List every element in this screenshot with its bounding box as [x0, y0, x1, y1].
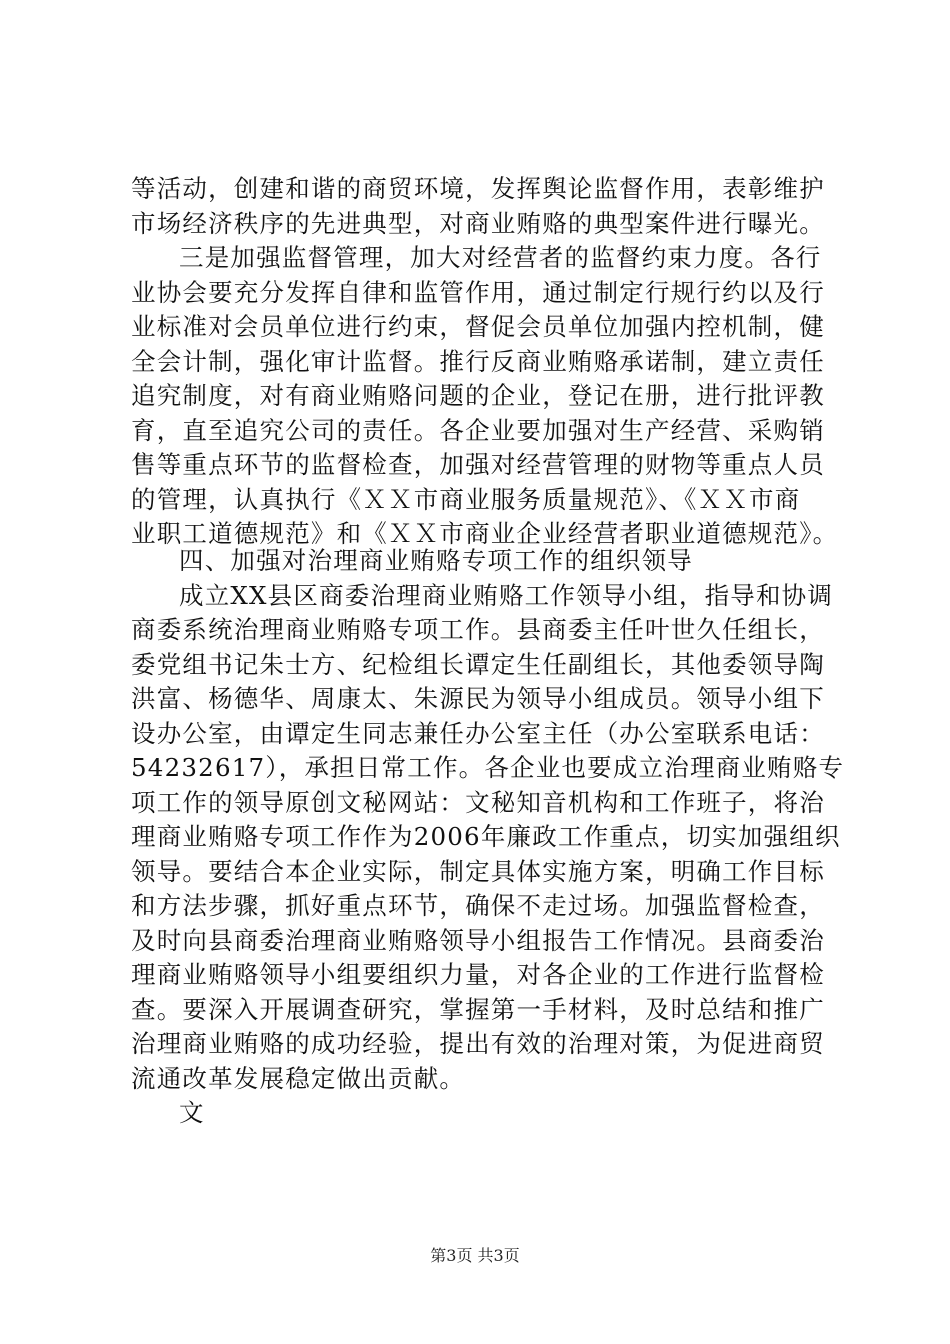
- text-line: 成立XX县区商委治理商业贿赂工作领导小组，指导和协调: [179, 580, 834, 610]
- text-line: 理商业贿赂领导小组要组织力量，对各企业的工作进行监督检: [131, 960, 825, 989]
- text-line: 及时向县商委治理商业贿赂领导小组报告工作情况。县商委治: [131, 925, 825, 955]
- text-line: 洪富、杨德华、周康太、朱源民为领导小组成员。领导小组下: [131, 684, 825, 713]
- text-line: 售等重点环节的监督检查，加强对经营管理的财物等重点人员: [131, 450, 825, 479]
- text-line: 流通改革发展稳定做出贡献。: [131, 1063, 466, 1093]
- text-line: 文: [179, 1098, 205, 1127]
- paragraph-block-1: [131, 172, 851, 552]
- text-line: 项工作的领导原创文秘网站：文秘知音机构和工作班子，将治: [131, 787, 825, 817]
- text-line: 商委系统治理商业贿赂专项工作。县商委主任叶世久任组长，: [131, 615, 825, 644]
- text-line: 54232617），承担日常工作。各企业也要成立治理商业贿赂专: [131, 753, 845, 782]
- page-footer: 第3页 共3页: [430, 1246, 520, 1265]
- text-line: 查。要深入开展调查研究，掌握第一手材料，及时总结和推广: [131, 994, 825, 1024]
- text-line: 委党组书记朱士方、纪检组长谭定生任副组长，其他委领导陶: [131, 649, 825, 679]
- section-heading: 四、加强对治理商业贿赂专项工作的组织领导: [179, 546, 693, 575]
- text-line: 业职工道德规范》和《ＸＸ市商业企业经营者职业道德规范》。: [131, 519, 839, 548]
- text-line: 设办公室，由谭定生同志兼任办公室主任（办公室联系电话：: [131, 718, 825, 748]
- text-line: 业协会要充分发挥自律和监管作用，通过制定行规行约以及行: [131, 277, 825, 307]
- text-line: 市场经济秩序的先进典型，对商业贿赂的典型案件进行曝光。: [131, 208, 825, 238]
- text-line: 追究制度，对有商业贿赂问题的企业，登记在册，进行批评教: [131, 381, 825, 410]
- text-line: 等活动，创建和谐的商贸环境，发挥舆论监督作用，表彰维护: [131, 174, 825, 203]
- text-line: 的管理，认真执行《ＸＸ市商业服务质量规范》、《ＸＸ市商: [131, 484, 801, 514]
- text-line: 业标准对会员单位进行约束，督促会员单位加强内控机制，健: [131, 312, 825, 341]
- paragraph-block-2: [131, 544, 851, 1131]
- text-line: 育，直至追究公司的责任。各企业要加强对生产经营、采购销: [131, 415, 825, 445]
- text-line: 领导。要结合本企业实际，制定具体实施方案，明确工作目标: [131, 856, 825, 886]
- text-line: 三是加强监督管理，加大对经营者的监督约束力度。各行: [179, 243, 822, 272]
- text-line: 治理商业贿赂的成功经验，提出有效的治理对策，为促进商贸: [131, 1029, 825, 1058]
- text-line: 理商业贿赂专项工作作为2006年廉政工作重点，切实加强组织: [131, 822, 841, 851]
- text-line: 和方法步骤，抓好重点环节，确保不走过场。加强监督检查，: [131, 891, 825, 920]
- text-line: 全会计制，强化审计监督。推行反商业贿赂承诺制，建立责任: [131, 346, 825, 376]
